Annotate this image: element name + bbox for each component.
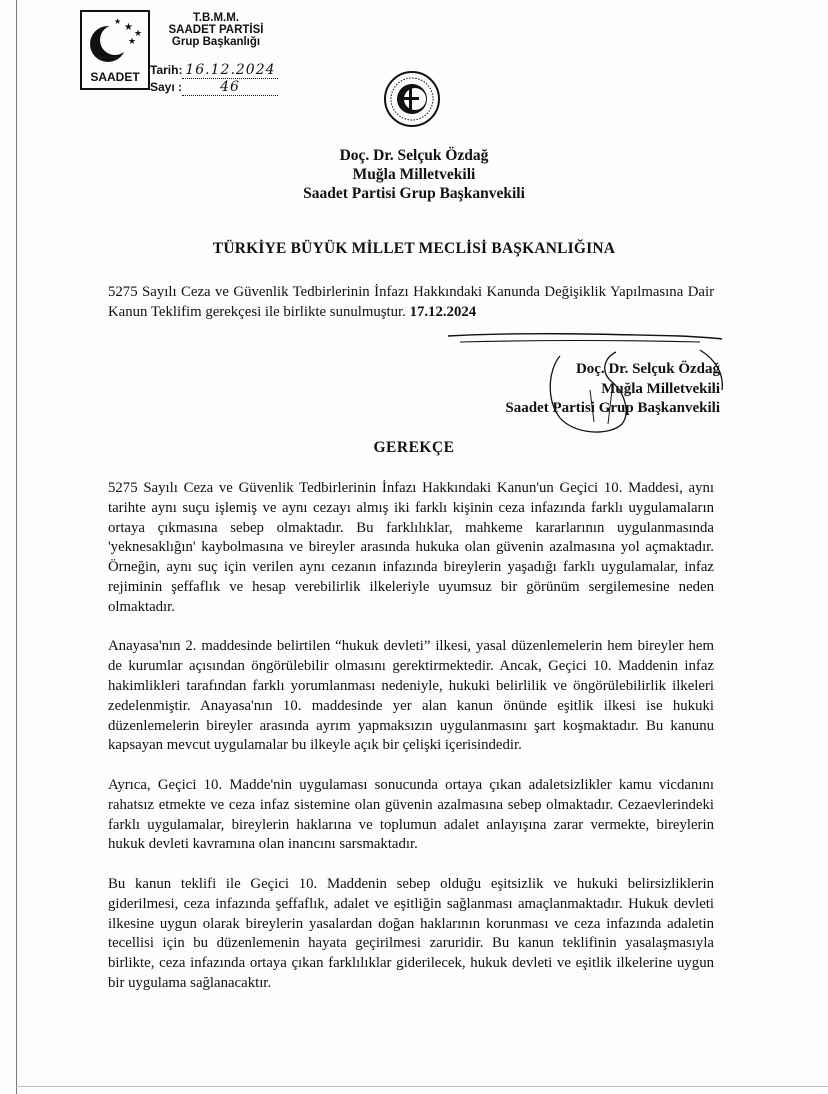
signature-block [0, 330, 828, 440]
body-paragraph: 5275 Sayılı Ceza ve Güvenlik Tedbirlerinin İnfazı Hakkındaki Kanun'un Geçici 10. Maddesi, aynı tarihte aynı suçu işlemiş ve aynı cezayı almış iki farklı kişinin ceza infazında farklı uygulamaların ortaya çıkmasına sebep olmaktadır. Bu farklılıklar, mahkeme kararlarının uygulanmasında 'yeknesaklığın' kaybolmasına ve bireyler arasında hukuka olan güvenin azalmasına yol açmaktadır. Örneğin, aynı suç için verilen aynı cezanın infazında bireylerin yaşadığı farklı uygulamalar, infaz rejiminin şeffaflık ve hesap verebilirlik ilkeleriyle uyumsuz bir görünüm sergilemesine neden olmaktadır. [108, 480, 714, 615]
stamp-date-row [150, 62, 278, 79]
section-title: GEREKÇE [373, 439, 455, 456]
sender-block [0, 146, 828, 203]
stamp-number-label: Sayı : [150, 80, 183, 94]
stamp-date-value: 16.12.2024 [182, 62, 278, 79]
intro-text: 5275 Sayılı Ceza ve Güvenlik Tedbirlerinin İnfazı Hakkındaki Kanunda Değişiklik Yapılmasına Dair Kanun Teklifim gerekçesi ile birlikte sunulmuştur. [108, 284, 714, 320]
party-logo-box [80, 10, 150, 90]
tbmm-seal-icon [383, 70, 441, 128]
addressee-heading: TÜRKİYE BÜYÜK MİLLET MECLİSİ BAŞKANLIĞINA [212, 240, 616, 257]
stamp-number-row [150, 79, 278, 96]
svg-text:★: ★ [114, 17, 122, 26]
intro-paragraph [108, 282, 714, 322]
crescent-star-icon [84, 16, 146, 68]
stamp-organization [156, 12, 276, 48]
registration-stamp [80, 10, 280, 98]
intro-date: 17.12.2024 [409, 304, 477, 320]
sender-name: Doç. Dr. Selçuk Özdağ [339, 147, 489, 164]
body-paragraph: Anayasa'nın 2. maddesinde belirtilen “hukuk devleti” ilkesi, yasal düzenlemelerin hem bireyler hem de kurumlar açısından öngörülebilir olmasını gerektirmektedir. Ancak, Geçici 10. Maddenin infaz hakimlikleri tarafından farklı yorumlanması nedeniyle, hukuki belirlilik ve öngörülebilirlik ilkeleri zedelenmiştir. Anayasa'nın 10. maddesinde yer alan kanun önünde eşitlik ilkesi ise hukuki düzenlemelerin bireyler arasında ayrım yapmaksızın uygulanmasını şart koşmaktadır. Bu kanunu kapsayan mevcut uygulamalar bu ilkeyle açık bir çelişki içerisindedir. [108, 638, 714, 754]
svg-text:★: ★ [134, 29, 143, 39]
svg-text:★: ★ [124, 22, 133, 33]
stamp-number-value: 46 [182, 79, 278, 96]
page-bottom-edge [16, 1086, 828, 1087]
party-label: SAADET [90, 70, 140, 84]
body-paragraph: Bu kanun teklifi ile Geçici 10. Maddenin sebep olduğu eşitsizlik ve hukuki belirsizliklerin giderilmesi, ceza infazında şeffaflık, adalet ve eşitliğin sağlanması amaçlanmaktadır. Hukuk devleti ilkesine uygun olarak bireylerin yasalardan doğan haklarının korunması ve ceza infazında adaletin tecellisi için bu düzenlemenin hayata geçirilmesi zaruridir. Bu kanun teklifinin yasalaşmasıyla birlikte, ceza infazında ortaya çıkan farklılıklar giderilecek, hukuk devleti ve eşitlik ilkelerine uygun bir uygulama sağlanacaktır. [108, 875, 714, 991]
signature-text [505, 360, 720, 419]
signature-role: Muğla Milletvekili [601, 380, 720, 397]
signature-group: Saadet Partisi Grup Başkanvekili [505, 400, 720, 416]
sender-role: Muğla Milletvekili [352, 166, 476, 183]
signature-name: Doç. Dr. Selçuk Özdağ [575, 361, 720, 377]
stamp-date-label: Tarih: [150, 63, 183, 77]
body-paragraph: Ayrıca, Geçici 10. Madde'nin uygulaması sonucunda ortaya çıkan adaletsizlikler kamu vicdanını rahatsız etmekte ve ceza infaz sistemine olan güvenin azalmasına sebep olmaktadır. Cezaevlerindeki farklı uygulamalar, bireylerin haklarına ve toplumun adalet anlayışına zarar vermekte, bireylerin hukuk devleti kavramına olan inancını sarsmaktadır. [108, 776, 714, 853]
stamp-org-line: T.B.M.M. [193, 12, 239, 24]
justification-body [108, 479, 714, 1014]
sender-group: Saadet Partisi Grup Başkanvekili [303, 185, 525, 202]
stamp-org-line: SAADET PARTİSİ [168, 24, 264, 36]
stamp-org-line: Grup Başkanlığı [171, 36, 261, 48]
svg-text:★: ★ [128, 37, 137, 47]
